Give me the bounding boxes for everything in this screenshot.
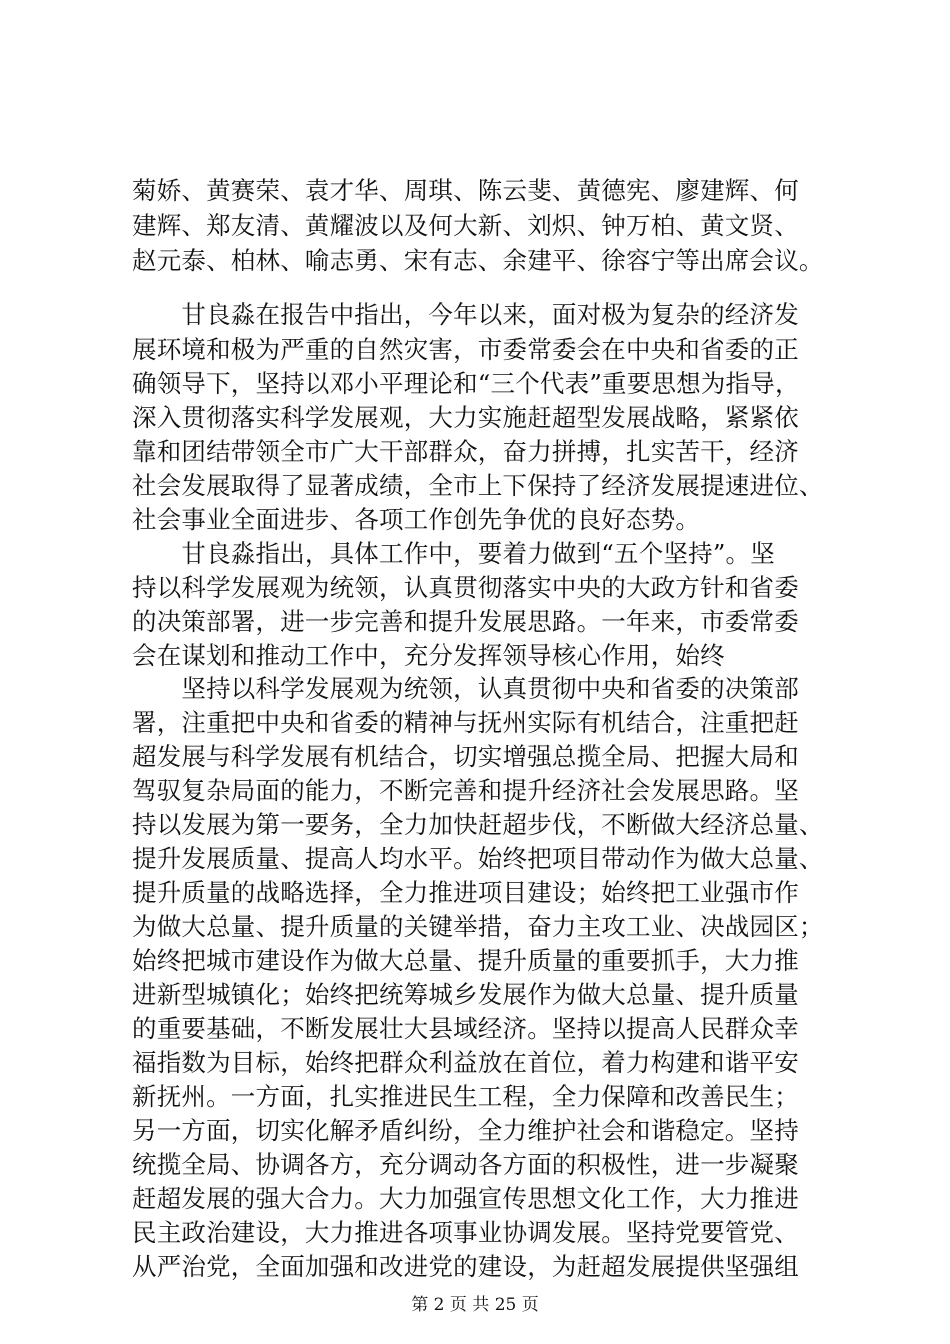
text-line: 提升质量的战略选择，全力推进项目建设；始终把工业强市作 bbox=[132, 878, 799, 907]
text-line: 深入贯彻落实科学发展观，大力实施赶超型发展战略，紧紧依 bbox=[132, 403, 799, 432]
text-line: 为做大总量、提升质量的关键举措，奋力主攻工业、决战园区； bbox=[132, 912, 824, 941]
text-line: 靠和团结带领全市广大干部群众，奋力拼搏，扎实苦干，经济 bbox=[132, 437, 799, 466]
text-line: 从严治党，全面加强和改进党的建设，为赶超发展提供坚强组 bbox=[132, 1252, 799, 1281]
text-line: 确领导下，坚持以邓小平理论和“三个代表”重要思想为指导， bbox=[132, 369, 800, 398]
page-number-footer: 第 2 页 共 25 页 bbox=[411, 1295, 539, 1315]
text-line: 民主政治建设，大力推进各项事业协调发展。坚持党要管党、 bbox=[132, 1218, 799, 1247]
text-line: 坚持以科学发展观为统领，认真贯彻中央和省委的决策部 bbox=[132, 674, 799, 703]
text-line: 统揽全局、协调各方，充分调动各方面的积极性，进一步凝聚 bbox=[132, 1150, 799, 1179]
text-line: 另一方面，切实化解矛盾纠纷，全力维护社会和谐稳定。坚持 bbox=[132, 1116, 799, 1145]
text-line: 新抚州。一方面，扎实推进民生工程，全力保障和改善民生； bbox=[132, 1082, 799, 1111]
text-line: 持以发展为第一要务，全力加快赶超步伐，不断做大经济总量、 bbox=[132, 810, 824, 839]
text-line: 提升发展质量、提高人均水平。始终把项目带动作为做大总量、 bbox=[132, 844, 824, 873]
text-line: 社会发展取得了显著成绩，全市上下保持了经济发展提速进位、 bbox=[132, 471, 824, 500]
text-line: 赵元泰、柏林、喻志勇、宋有志、余建平、徐容宁等出席会议。 bbox=[132, 246, 824, 275]
text-line: 始终把城市建设作为做大总量、提升质量的重要抓手，大力推 bbox=[132, 946, 799, 975]
text-line: 菊娇、黄赛荣、袁才华、周琪、陈云斐、黄德宪、廖建辉、何 bbox=[132, 176, 799, 205]
text-line: 展环境和极为严重的自然灾害，市委常委会在中央和省委的正 bbox=[132, 335, 799, 364]
text-line: 会在谋划和推动工作中，充分发挥领导核心作用，始终 bbox=[132, 641, 725, 670]
text-line: 驾驭复杂局面的能力，不断完善和提升经济社会发展思路。坚 bbox=[132, 776, 799, 805]
text-line: 的决策部署，进一步完善和提升发展思路。一年来，市委常委 bbox=[132, 607, 799, 636]
text-line: 持以科学发展观为统领，认真贯彻落实中央的大政方针和省委 bbox=[132, 573, 799, 602]
text-line: 超发展与科学发展有机结合，切实增强总揽全局、把握大局和 bbox=[132, 742, 799, 771]
text-line: 署，注重把中央和省委的精神与抚州实际有机结合，注重把赶 bbox=[132, 708, 799, 737]
text-line: 社会事业全面进步、各项工作创先争优的良好态势。 bbox=[132, 505, 701, 534]
text-line: 福指数为目标，始终把群众利益放在首位，着力构建和谐平安 bbox=[132, 1048, 799, 1077]
text-line: 的重要基础，不断发展壮大县域经济。坚持以提高人民群众幸 bbox=[132, 1014, 799, 1043]
text-line: 赶超发展的强大合力。大力加强宣传思想文化工作，大力推进 bbox=[132, 1184, 799, 1213]
text-line: 甘良淼在报告中指出，今年以来，面对极为复杂的经济发 bbox=[132, 300, 799, 329]
text-line: 进新型城镇化；始终把统筹城乡发展作为做大总量、提升质量 bbox=[132, 980, 799, 1009]
text-line: 甘良淼指出，具体工作中，要着力做到“五个坚持”。坚 bbox=[132, 539, 775, 568]
text-line: 建辉、郑友清、黄耀波以及何大新、刘炽、钟万柏、黄文贤、 bbox=[132, 211, 799, 240]
